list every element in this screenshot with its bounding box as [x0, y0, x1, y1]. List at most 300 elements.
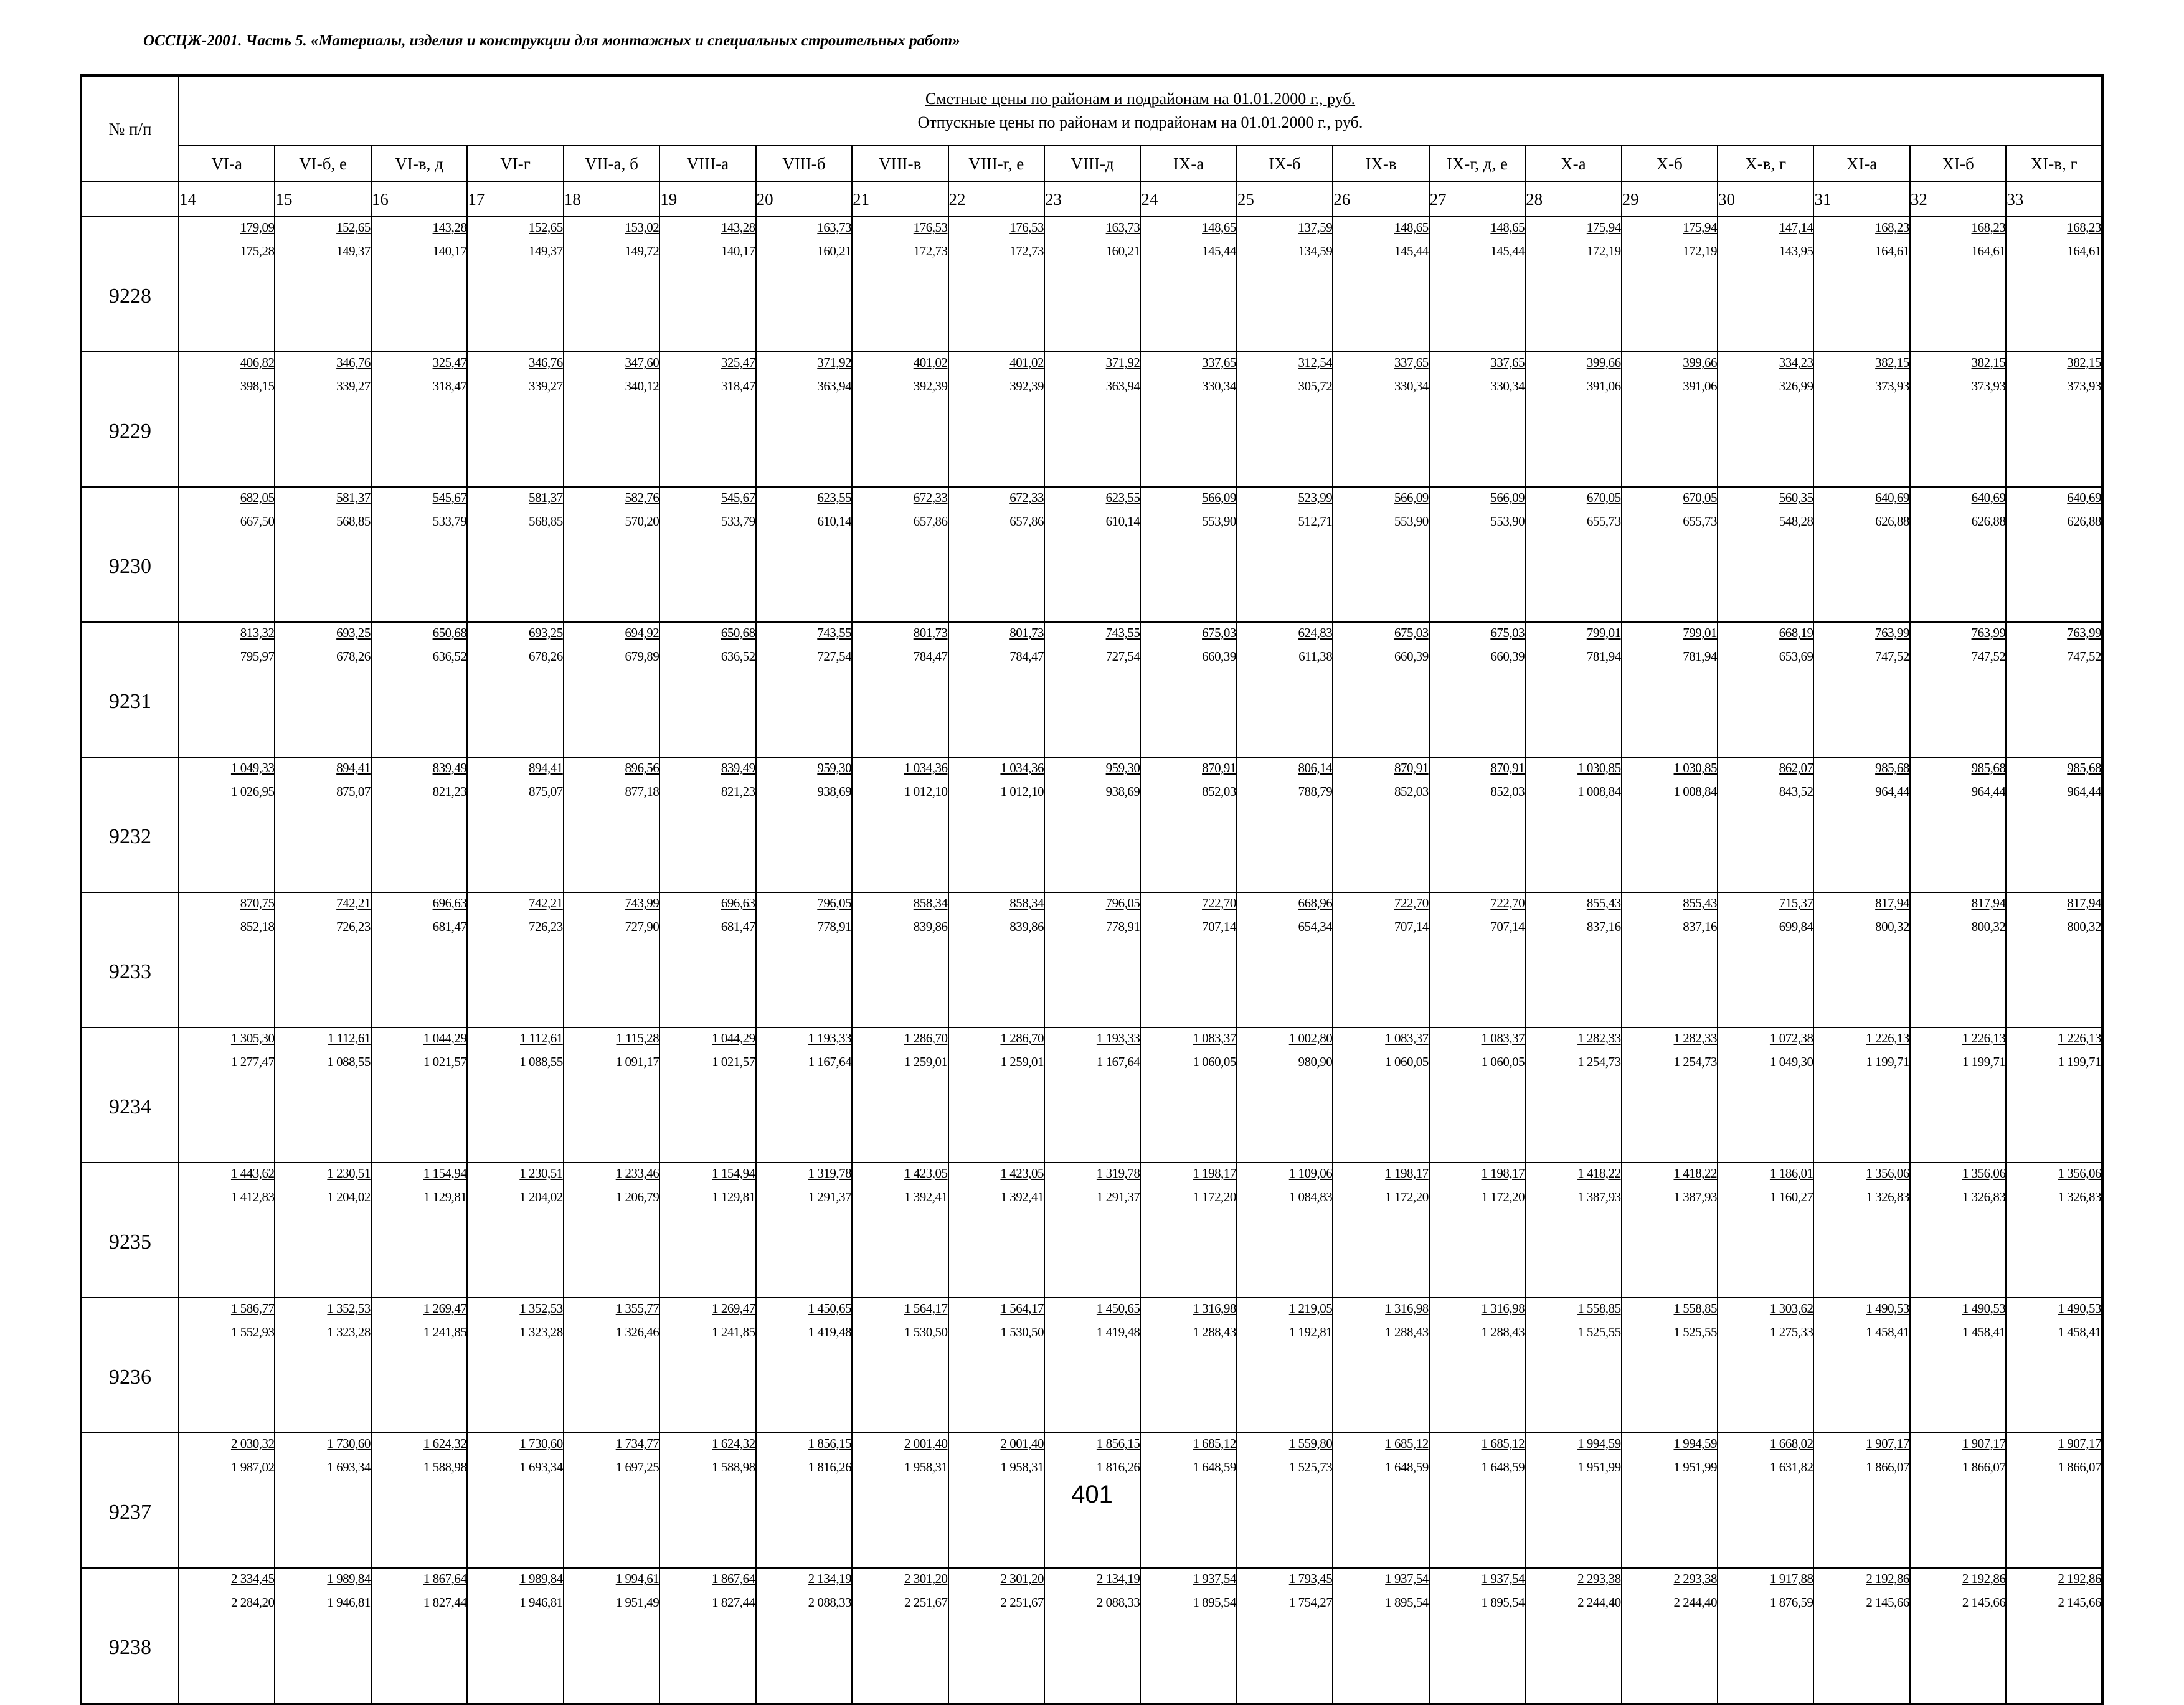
release-price: 164,61: [1971, 243, 2006, 258]
price-cell: [1237, 1027, 1333, 1163]
release-price: 626,88: [1971, 514, 2006, 529]
release-price: 2 251,67: [904, 1595, 948, 1610]
release-price: 1 167,64: [808, 1054, 852, 1069]
table-caption: [179, 75, 2102, 146]
row-number: 9236: [81, 1298, 179, 1433]
estimate-price: 566,09: [1490, 490, 1525, 505]
region-header: XI-б: [1910, 146, 2006, 182]
release-price: 747,52: [1971, 649, 2006, 664]
estimate-price: 1 418,22: [1673, 1166, 1717, 1181]
release-price: 1 172,20: [1481, 1189, 1525, 1204]
estimate-price: 1 193,33: [808, 1031, 852, 1046]
release-price: 681,47: [721, 919, 755, 934]
release-price: 1 323,28: [519, 1325, 563, 1339]
price-cell: [1813, 892, 1909, 1027]
estimate-price: 2 301,20: [1000, 1571, 1044, 1586]
row-number: 9238: [81, 1568, 179, 1704]
release-price: 1 530,50: [1000, 1325, 1044, 1339]
estimate-price: 1 558,85: [1673, 1301, 1717, 1316]
column-number: 33: [2006, 182, 2102, 217]
estimate-price: 382,15: [2067, 355, 2101, 370]
release-price: 330,34: [1490, 379, 1525, 394]
price-cell: [948, 622, 1044, 757]
estimate-price: 650,68: [432, 625, 467, 640]
price-cell: [1140, 1568, 1236, 1704]
price-cell: [1333, 622, 1429, 757]
col-no-header: № п/п: [81, 75, 179, 182]
price-cell: [275, 1298, 371, 1433]
price-cell: [1044, 217, 1140, 352]
release-price: 781,94: [1586, 649, 1621, 664]
estimate-price: 347,60: [625, 355, 659, 370]
release-price: 877,18: [625, 784, 659, 799]
price-cell: [1044, 892, 1140, 1027]
region-header: VII-а, б: [564, 146, 659, 182]
release-price: 1 951,49: [615, 1595, 659, 1610]
price-cell: [756, 1163, 852, 1298]
estimate-price: 581,37: [336, 490, 371, 505]
release-price: 1 458,41: [2058, 1325, 2101, 1339]
release-price: 852,18: [240, 919, 275, 934]
estimate-price: 581,37: [529, 490, 563, 505]
running-title: ОССЦЖ-2001. Часть 5. «Материалы, изделия и конструкции для монтажных и специальных строительных работ»: [143, 32, 960, 49]
estimate-price: 694,92: [625, 625, 659, 640]
estimate-price: 870,91: [1394, 760, 1429, 775]
estimate-price: 675,03: [1490, 625, 1525, 640]
release-price: 1 288,43: [1481, 1325, 1525, 1339]
estimate-price: 175,94: [1586, 220, 1621, 235]
price-cell: [948, 217, 1044, 352]
release-price: 553,90: [1394, 514, 1429, 529]
release-price: 727,54: [817, 649, 852, 664]
price-cell: [1525, 487, 1621, 622]
estimate-price: 1 319,78: [1096, 1166, 1140, 1181]
release-price: 1 129,81: [423, 1189, 467, 1204]
price-cell: [467, 1298, 563, 1433]
price-table: [80, 74, 2104, 1705]
release-price: 727,54: [1105, 649, 1140, 664]
release-price: 800,32: [1875, 919, 1909, 934]
release-price: 175,28: [240, 243, 275, 258]
price-cell: [1429, 622, 1525, 757]
estimate-price: 985,68: [1875, 760, 1909, 775]
price-cell: [1718, 1298, 1813, 1433]
release-price: 2 244,40: [1577, 1595, 1621, 1610]
price-cell: [1044, 1163, 1140, 1298]
estimate-price: 176,53: [913, 220, 948, 235]
release-price: 1 259,01: [904, 1054, 948, 1069]
price-cell: [1622, 352, 1718, 487]
release-price: 1 008,84: [1577, 784, 1621, 799]
release-price: 172,19: [1683, 243, 1717, 258]
price-cell: [1333, 1568, 1429, 1704]
estimate-price: 147,14: [1779, 220, 1813, 235]
price-cell: [1813, 352, 1909, 487]
price-cell: [1813, 487, 1909, 622]
price-cell: [756, 757, 852, 892]
price-cell: [659, 352, 755, 487]
release-price: 839,86: [913, 919, 948, 934]
release-price: 1 648,59: [1385, 1460, 1429, 1475]
price-cell: [1429, 1163, 1525, 1298]
release-price: 747,52: [1875, 649, 1909, 664]
release-price: 391,06: [1683, 379, 1717, 394]
column-number: 27: [1429, 182, 1525, 217]
estimate-price: 1 450,65: [808, 1301, 852, 1316]
estimate-price: 175,94: [1683, 220, 1717, 235]
price-cell: [1525, 217, 1621, 352]
estimate-price: 763,99: [2067, 625, 2101, 640]
table-row: [81, 892, 2102, 1027]
price-cell: [1525, 1298, 1621, 1433]
release-price: 570,20: [625, 514, 659, 529]
release-price: 398,15: [240, 379, 275, 394]
release-price: 839,86: [1009, 919, 1044, 934]
column-number: 20: [756, 182, 852, 217]
release-price: 392,39: [913, 379, 948, 394]
price-cell: [467, 1163, 563, 1298]
estimate-price: 153,02: [625, 220, 659, 235]
price-cell: [371, 622, 467, 757]
column-number: 31: [1813, 182, 1909, 217]
price-cell: [756, 352, 852, 487]
release-price: 778,91: [817, 919, 852, 934]
estimate-price: 337,65: [1490, 355, 1525, 370]
release-price: 373,93: [1875, 379, 1909, 394]
release-price: 1 458,41: [1962, 1325, 2006, 1339]
estimate-price: 1 352,53: [327, 1301, 371, 1316]
region-header: IX-б: [1237, 146, 1333, 182]
release-price: 1 012,10: [904, 784, 948, 799]
release-price: 1 275,33: [1769, 1325, 1813, 1339]
column-number: 19: [659, 182, 755, 217]
estimate-price: 1 319,78: [808, 1166, 852, 1181]
release-price: 363,94: [1105, 379, 1140, 394]
price-cell: [371, 352, 467, 487]
row-number: 9232: [81, 757, 179, 892]
release-price: 1 958,31: [1000, 1460, 1044, 1475]
release-price: 1 241,85: [423, 1325, 467, 1339]
estimate-price: 1 083,37: [1193, 1031, 1236, 1046]
release-price: 149,72: [625, 243, 659, 258]
release-price: 1 060,05: [1481, 1054, 1525, 1069]
estimate-price: 763,99: [1875, 625, 1909, 640]
estimate-price: 1 443,62: [230, 1166, 275, 1181]
release-price: 837,16: [1586, 919, 1621, 934]
release-price: 636,52: [432, 649, 467, 664]
estimate-price: 312,54: [1298, 355, 1333, 370]
price-cell: [756, 1027, 852, 1163]
region-header: X-б: [1622, 146, 1718, 182]
release-price: 1 458,41: [1866, 1325, 1909, 1339]
price-cell: [1910, 217, 2006, 352]
price-cell: [948, 1163, 1044, 1298]
release-price: 1 254,73: [1577, 1054, 1621, 1069]
release-price: 330,34: [1202, 379, 1236, 394]
release-price: 318,47: [432, 379, 467, 394]
estimate-price: 1 989,84: [519, 1571, 563, 1586]
price-cell: [852, 757, 948, 892]
column-number: 25: [1237, 182, 1333, 217]
price-cell: [948, 487, 1044, 622]
release-price: 1 588,98: [712, 1460, 755, 1475]
estimate-price: 325,47: [721, 355, 755, 370]
estimate-price: 1 490,53: [1962, 1301, 2006, 1316]
price-cell: [467, 487, 563, 622]
estimate-price: 1 198,17: [1481, 1166, 1525, 1181]
release-price: 821,23: [432, 784, 467, 799]
price-cell: [564, 622, 659, 757]
column-number: 16: [371, 182, 467, 217]
estimate-price: 640,69: [1971, 490, 2006, 505]
row-number: 9235: [81, 1163, 179, 1298]
release-price: 679,89: [625, 649, 659, 664]
price-cell: [948, 1027, 1044, 1163]
price-cell: [1333, 1027, 1429, 1163]
estimate-price: 1 305,30: [230, 1031, 275, 1046]
region-header: X-в, г: [1718, 146, 1813, 182]
column-number: 18: [564, 182, 659, 217]
estimate-price: 148,65: [1490, 220, 1525, 235]
release-price: 1 167,64: [1096, 1054, 1140, 1069]
region-header: VI-а: [179, 146, 275, 182]
region-header: IX-в: [1333, 146, 1429, 182]
release-price: 339,27: [336, 379, 371, 394]
price-cell: [948, 352, 1044, 487]
estimate-price: 862,07: [1779, 760, 1813, 775]
release-price: 843,52: [1779, 784, 1813, 799]
estimate-price: 682,05: [240, 490, 275, 505]
release-price: 568,85: [336, 514, 371, 529]
price-cell: [1237, 622, 1333, 757]
release-price: 172,73: [913, 243, 948, 258]
estimate-price: 670,05: [1586, 490, 1621, 505]
estimate-price: 371,92: [817, 355, 852, 370]
row-number: 9234: [81, 1027, 179, 1163]
release-price: 938,69: [817, 784, 852, 799]
price-cell: [1910, 1163, 2006, 1298]
estimate-price: 1 186,01: [1769, 1166, 1813, 1181]
release-price: 172,73: [1009, 243, 1044, 258]
estimate-price: 1 624,32: [712, 1436, 755, 1451]
estimate-price: 855,43: [1586, 895, 1621, 910]
release-price: 1 088,55: [327, 1054, 371, 1069]
price-cell: [179, 487, 275, 622]
release-price: 568,85: [529, 514, 563, 529]
release-price: 1 259,01: [1000, 1054, 1044, 1069]
release-price: 1 088,55: [519, 1054, 563, 1069]
release-price: 1 693,34: [519, 1460, 563, 1475]
price-cell: [852, 622, 948, 757]
release-price: 1 049,30: [1769, 1054, 1813, 1069]
price-cell: [467, 352, 563, 487]
release-price: 1 288,43: [1193, 1325, 1236, 1339]
estimate-price: 1 044,29: [423, 1031, 467, 1046]
price-cell: [275, 1027, 371, 1163]
region-header: VIII-г, е: [948, 146, 1044, 182]
release-price: 1 946,81: [519, 1595, 563, 1610]
estimate-price: 839,49: [432, 760, 467, 775]
price-cell: [1333, 757, 1429, 892]
price-cell: [275, 622, 371, 757]
column-number: 22: [948, 182, 1044, 217]
estimate-price: 801,73: [913, 625, 948, 640]
estimate-price: 406,82: [240, 355, 275, 370]
estimate-price: 566,09: [1202, 490, 1236, 505]
release-price: 1 204,02: [327, 1189, 371, 1204]
price-cell: [1044, 352, 1140, 487]
price-cell: [1718, 757, 1813, 892]
release-price: 1 552,93: [230, 1325, 275, 1339]
estimate-price: 2 293,38: [1577, 1571, 1621, 1586]
estimate-price: 1 490,53: [1866, 1301, 1909, 1316]
estimate-price: 1 356,06: [1962, 1166, 2006, 1181]
price-cell: [371, 487, 467, 622]
price-cell: [1237, 217, 1333, 352]
price-cell: [1813, 1298, 1909, 1433]
region-header: IX-г, д, е: [1429, 146, 1525, 182]
price-cell: [1333, 217, 1429, 352]
price-cell: [1429, 487, 1525, 622]
estimate-price: 799,01: [1586, 625, 1621, 640]
release-price: 667,50: [240, 514, 275, 529]
estimate-price: 1 907,17: [1962, 1436, 2006, 1451]
price-cell: [1140, 1298, 1236, 1433]
column-number: 30: [1718, 182, 1813, 217]
estimate-price: 168,23: [1875, 220, 1909, 235]
price-cell: [467, 217, 563, 352]
estimate-price: 1 685,12: [1193, 1436, 1236, 1451]
release-price: 1 172,20: [1193, 1189, 1236, 1204]
release-price: 1 530,50: [904, 1325, 948, 1339]
release-price: 1 026,95: [230, 784, 275, 799]
release-price: 964,44: [2067, 784, 2101, 799]
estimate-price: 650,68: [721, 625, 755, 640]
estimate-price: 1 112,61: [328, 1031, 371, 1046]
estimate-price: 1 049,33: [230, 760, 275, 775]
release-price: 707,14: [1202, 919, 1236, 934]
estimate-price: 1 356,06: [2058, 1166, 2101, 1181]
release-price: 1 946,81: [327, 1595, 371, 1610]
price-cell: [1718, 622, 1813, 757]
release-price: 964,44: [1971, 784, 2006, 799]
estimate-price: 1 198,17: [1193, 1166, 1236, 1181]
release-price: 1 060,05: [1193, 1054, 1236, 1069]
price-cell: [1333, 487, 1429, 622]
release-price: 778,91: [1105, 919, 1140, 934]
price-cell: [564, 217, 659, 352]
release-price: 1 525,73: [1288, 1460, 1333, 1475]
estimate-price: 640,69: [1875, 490, 1909, 505]
release-price: 636,52: [721, 649, 755, 664]
estimate-price: 1 734,77: [615, 1436, 659, 1451]
price-cell: [1237, 352, 1333, 487]
estimate-price: 624,83: [1298, 625, 1333, 640]
estimate-price: 1 423,05: [904, 1166, 948, 1181]
release-price: 653,69: [1779, 649, 1813, 664]
estimate-price: 1 355,77: [615, 1301, 659, 1316]
price-cell: [371, 1027, 467, 1163]
price-cell: [179, 1568, 275, 1704]
release-price: 781,94: [1683, 649, 1717, 664]
region-header: XI-в, г: [2006, 146, 2102, 182]
column-number: 26: [1333, 182, 1429, 217]
estimate-price: 1 233,46: [615, 1166, 659, 1181]
estimate-price: 325,47: [432, 355, 467, 370]
price-cell: [852, 1298, 948, 1433]
price-cell: [1622, 1163, 1718, 1298]
release-price: 1 241,85: [712, 1325, 755, 1339]
release-price: 160,21: [817, 243, 852, 258]
price-cell: [371, 757, 467, 892]
release-price: 1 697,25: [615, 1460, 659, 1475]
price-cell: [1429, 1027, 1525, 1163]
estimate-price: 582,76: [625, 490, 659, 505]
estimate-price: 545,67: [432, 490, 467, 505]
release-price: 611,38: [1298, 649, 1333, 664]
release-price: 1 204,02: [519, 1189, 563, 1204]
release-price: 1 291,37: [1096, 1189, 1140, 1204]
release-price: 1 192,81: [1288, 1325, 1333, 1339]
price-cell: [1140, 352, 1236, 487]
price-cell: [948, 1568, 1044, 1704]
release-price: 1 326,83: [1962, 1189, 2006, 1204]
estimate-price: 623,55: [1105, 490, 1140, 505]
release-price: 1 816,26: [808, 1460, 852, 1475]
estimate-price: 1 230,51: [327, 1166, 371, 1181]
estimate-price: 1 034,36: [904, 760, 948, 775]
release-price: 1 206,79: [615, 1189, 659, 1204]
estimate-price: 1 269,47: [712, 1301, 755, 1316]
price-cell: [659, 487, 755, 622]
price-cell: [756, 487, 852, 622]
price-cell: [659, 622, 755, 757]
release-price: 340,12: [625, 379, 659, 394]
release-price: 655,73: [1586, 514, 1621, 529]
region-header: VI-в, д: [371, 146, 467, 182]
release-price: 800,32: [1971, 919, 2006, 934]
release-price: 2 088,33: [1096, 1595, 1140, 1610]
estimate-price: 1 994,59: [1673, 1436, 1717, 1451]
estimate-price: 742,21: [336, 895, 371, 910]
price-cell: [275, 487, 371, 622]
estimate-price: 1 937,54: [1193, 1571, 1236, 1586]
price-cell: [467, 622, 563, 757]
estimate-price: 1 559,80: [1288, 1436, 1333, 1451]
estimate-price: 1 226,13: [1866, 1031, 1909, 1046]
price-cell: [2006, 622, 2102, 757]
row-number: 9233: [81, 892, 179, 1027]
price-cell: [659, 1298, 755, 1433]
price-cell: [1910, 1027, 2006, 1163]
estimate-price: 148,65: [1202, 220, 1236, 235]
release-price: 800,32: [2067, 919, 2101, 934]
estimate-price: 1 418,22: [1577, 1166, 1621, 1181]
release-price: 657,86: [1009, 514, 1044, 529]
price-cell: [371, 1568, 467, 1704]
release-price: 875,07: [529, 784, 563, 799]
estimate-price: 1 230,51: [519, 1166, 563, 1181]
price-cell: [948, 892, 1044, 1027]
estimate-price: 1 564,17: [1000, 1301, 1044, 1316]
estimate-price: 382,15: [1875, 355, 1909, 370]
estimate-price: 839,49: [721, 760, 755, 775]
estimate-price: 1 937,54: [1481, 1571, 1525, 1586]
release-price: 2 145,66: [1962, 1595, 2006, 1610]
estimate-price: 1 356,06: [1866, 1166, 1909, 1181]
price-cell: [564, 1568, 659, 1704]
release-price: 373,93: [2067, 379, 2101, 394]
